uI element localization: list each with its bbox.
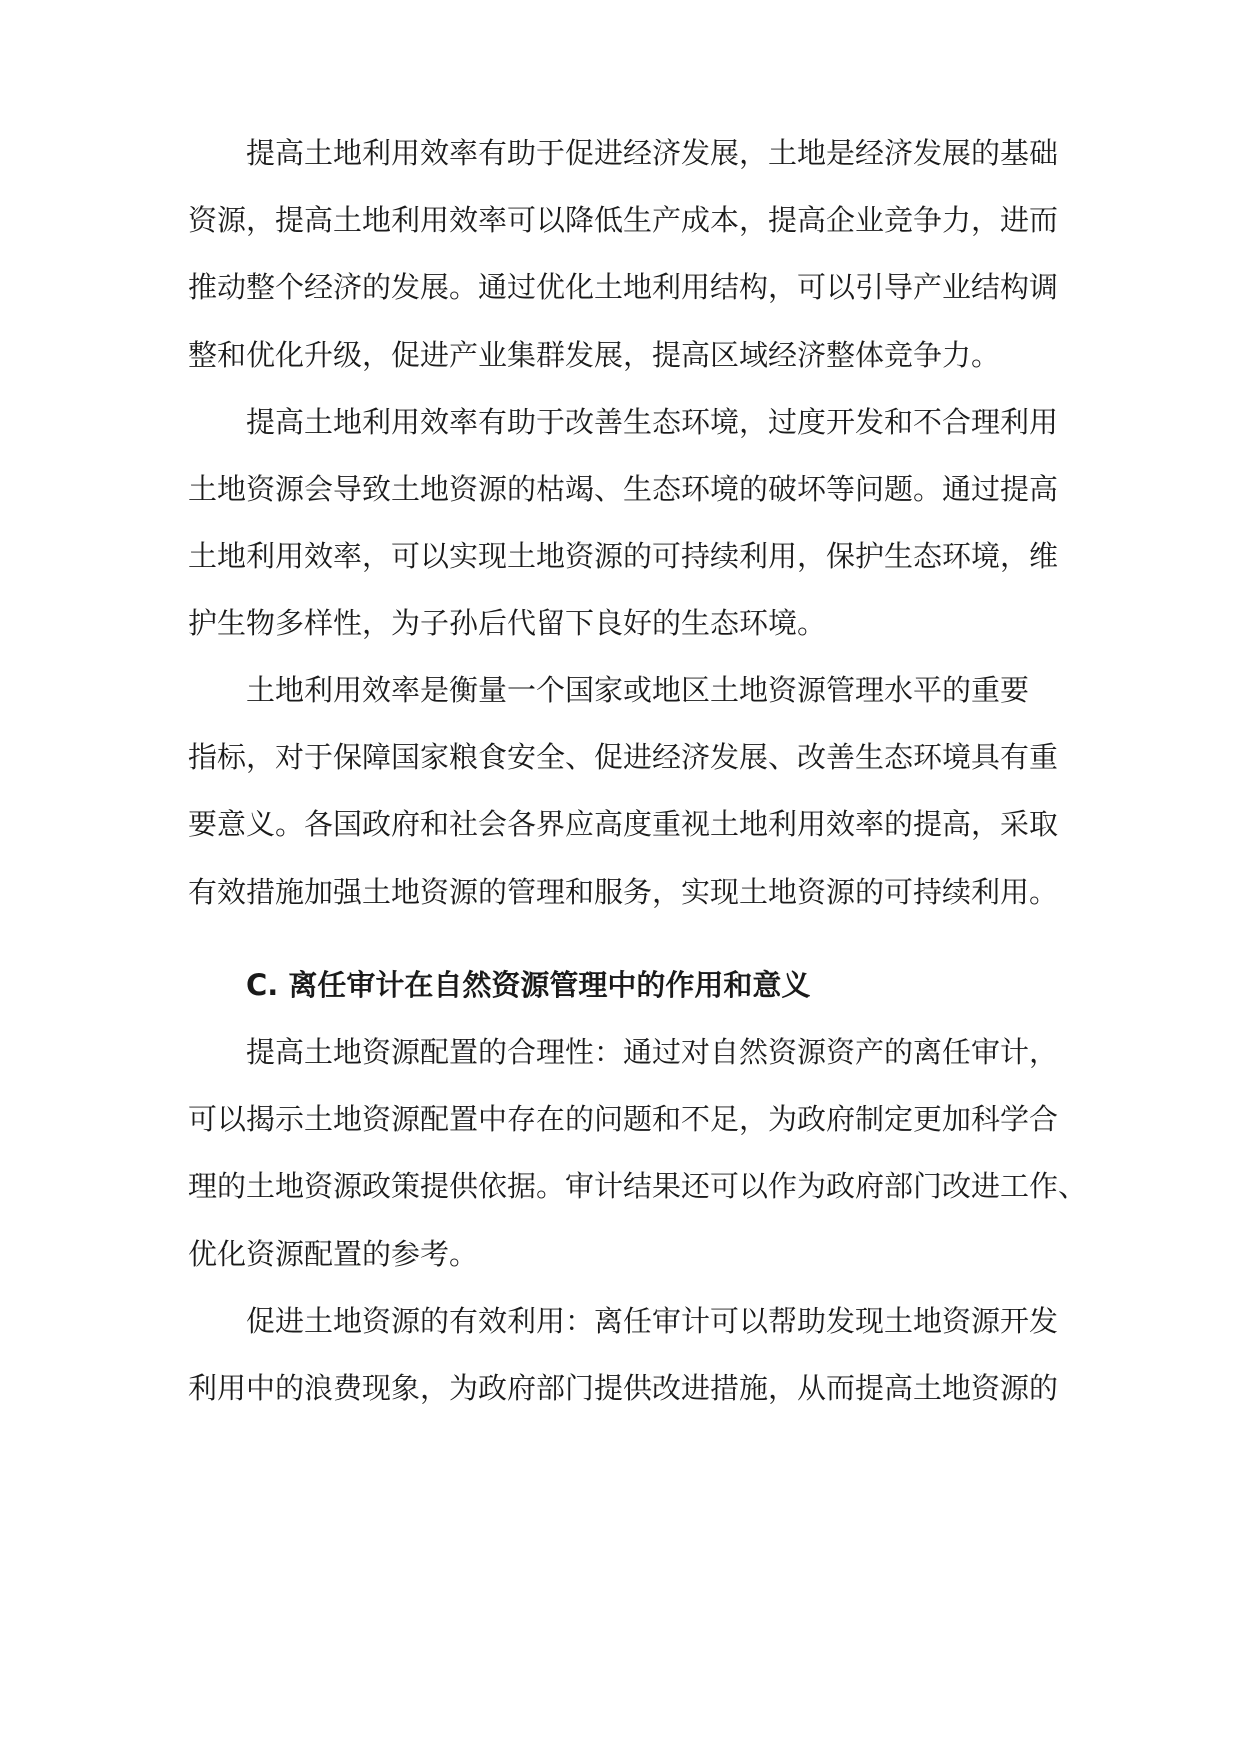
paragraph-3-line-2: 指标，对于保障国家粮食安全、促进经济发展、改善生态环境具有重 [188,740,1059,774]
paragraph-1-line-1: 提高土地利用效率有助于促进经济发展，土地是经济发展的基础 [246,136,1059,170]
section-paragraph-2-line-1: 促进土地资源的有效利用：离任审计可以帮助发现土地资源开发 [246,1304,1059,1338]
paragraph-2-line-1: 提高土地利用效率有助于改善生态环境，过度开发和不合理利用 [246,405,1059,439]
section-paragraph-1-line-4: 优化资源配置的参考。 [188,1237,479,1271]
paragraph-3-line-3: 要意义。各国政府和社会各界应高度重视土地利用效率的提高，采取 [188,807,1059,841]
section-paragraph-1-line-2: 可以揭示土地资源配置中存在的问题和不足，为政府制定更加科学合 [188,1102,1059,1136]
paragraph-2-line-2: 土地资源会导致土地资源的枯竭、生态环境的破坏等问题。通过提高 [188,472,1059,506]
section-paragraph-1-line-3: 理的土地资源政策提供依据。审计结果还可以作为政府部门改进工作、 [188,1169,1088,1203]
paragraph-2-line-4: 护生物多样性，为子孙后代留下良好的生态环境。 [188,606,827,640]
section-paragraph-2-line-2: 利用中的浪费现象，为政府部门提供改进措施，从而提高土地资源的 [188,1371,1059,1405]
paragraph-2-line-3: 土地利用效率，可以实现土地资源的可持续利用，保护生态环境，维 [188,539,1059,573]
section-heading: C. 离任审计在自然资源管理中的作用和意义 [246,968,811,1002]
paragraph-1-line-4: 整和优化升级，促进产业集群发展，提高区域经济整体竞争力。 [188,338,1001,372]
paragraph-1-line-2: 资源，提高土地利用效率可以降低生产成本，提高企业竞争力，进而 [188,203,1059,237]
paragraph-1-line-3: 推动整个经济的发展。通过优化土地利用结构，可以引导产业结构调 [188,270,1059,304]
paragraph-3-line-4: 有效措施加强土地资源的管理和服务，实现土地资源的可持续利用。 [188,875,1059,909]
paragraph-3-line-1: 土地利用效率是衡量一个国家或地区土地资源管理水平的重要 [246,673,1030,707]
section-paragraph-1-line-1: 提高土地资源配置的合理性：通过对自然资源资产的离任审计， [246,1035,1059,1069]
